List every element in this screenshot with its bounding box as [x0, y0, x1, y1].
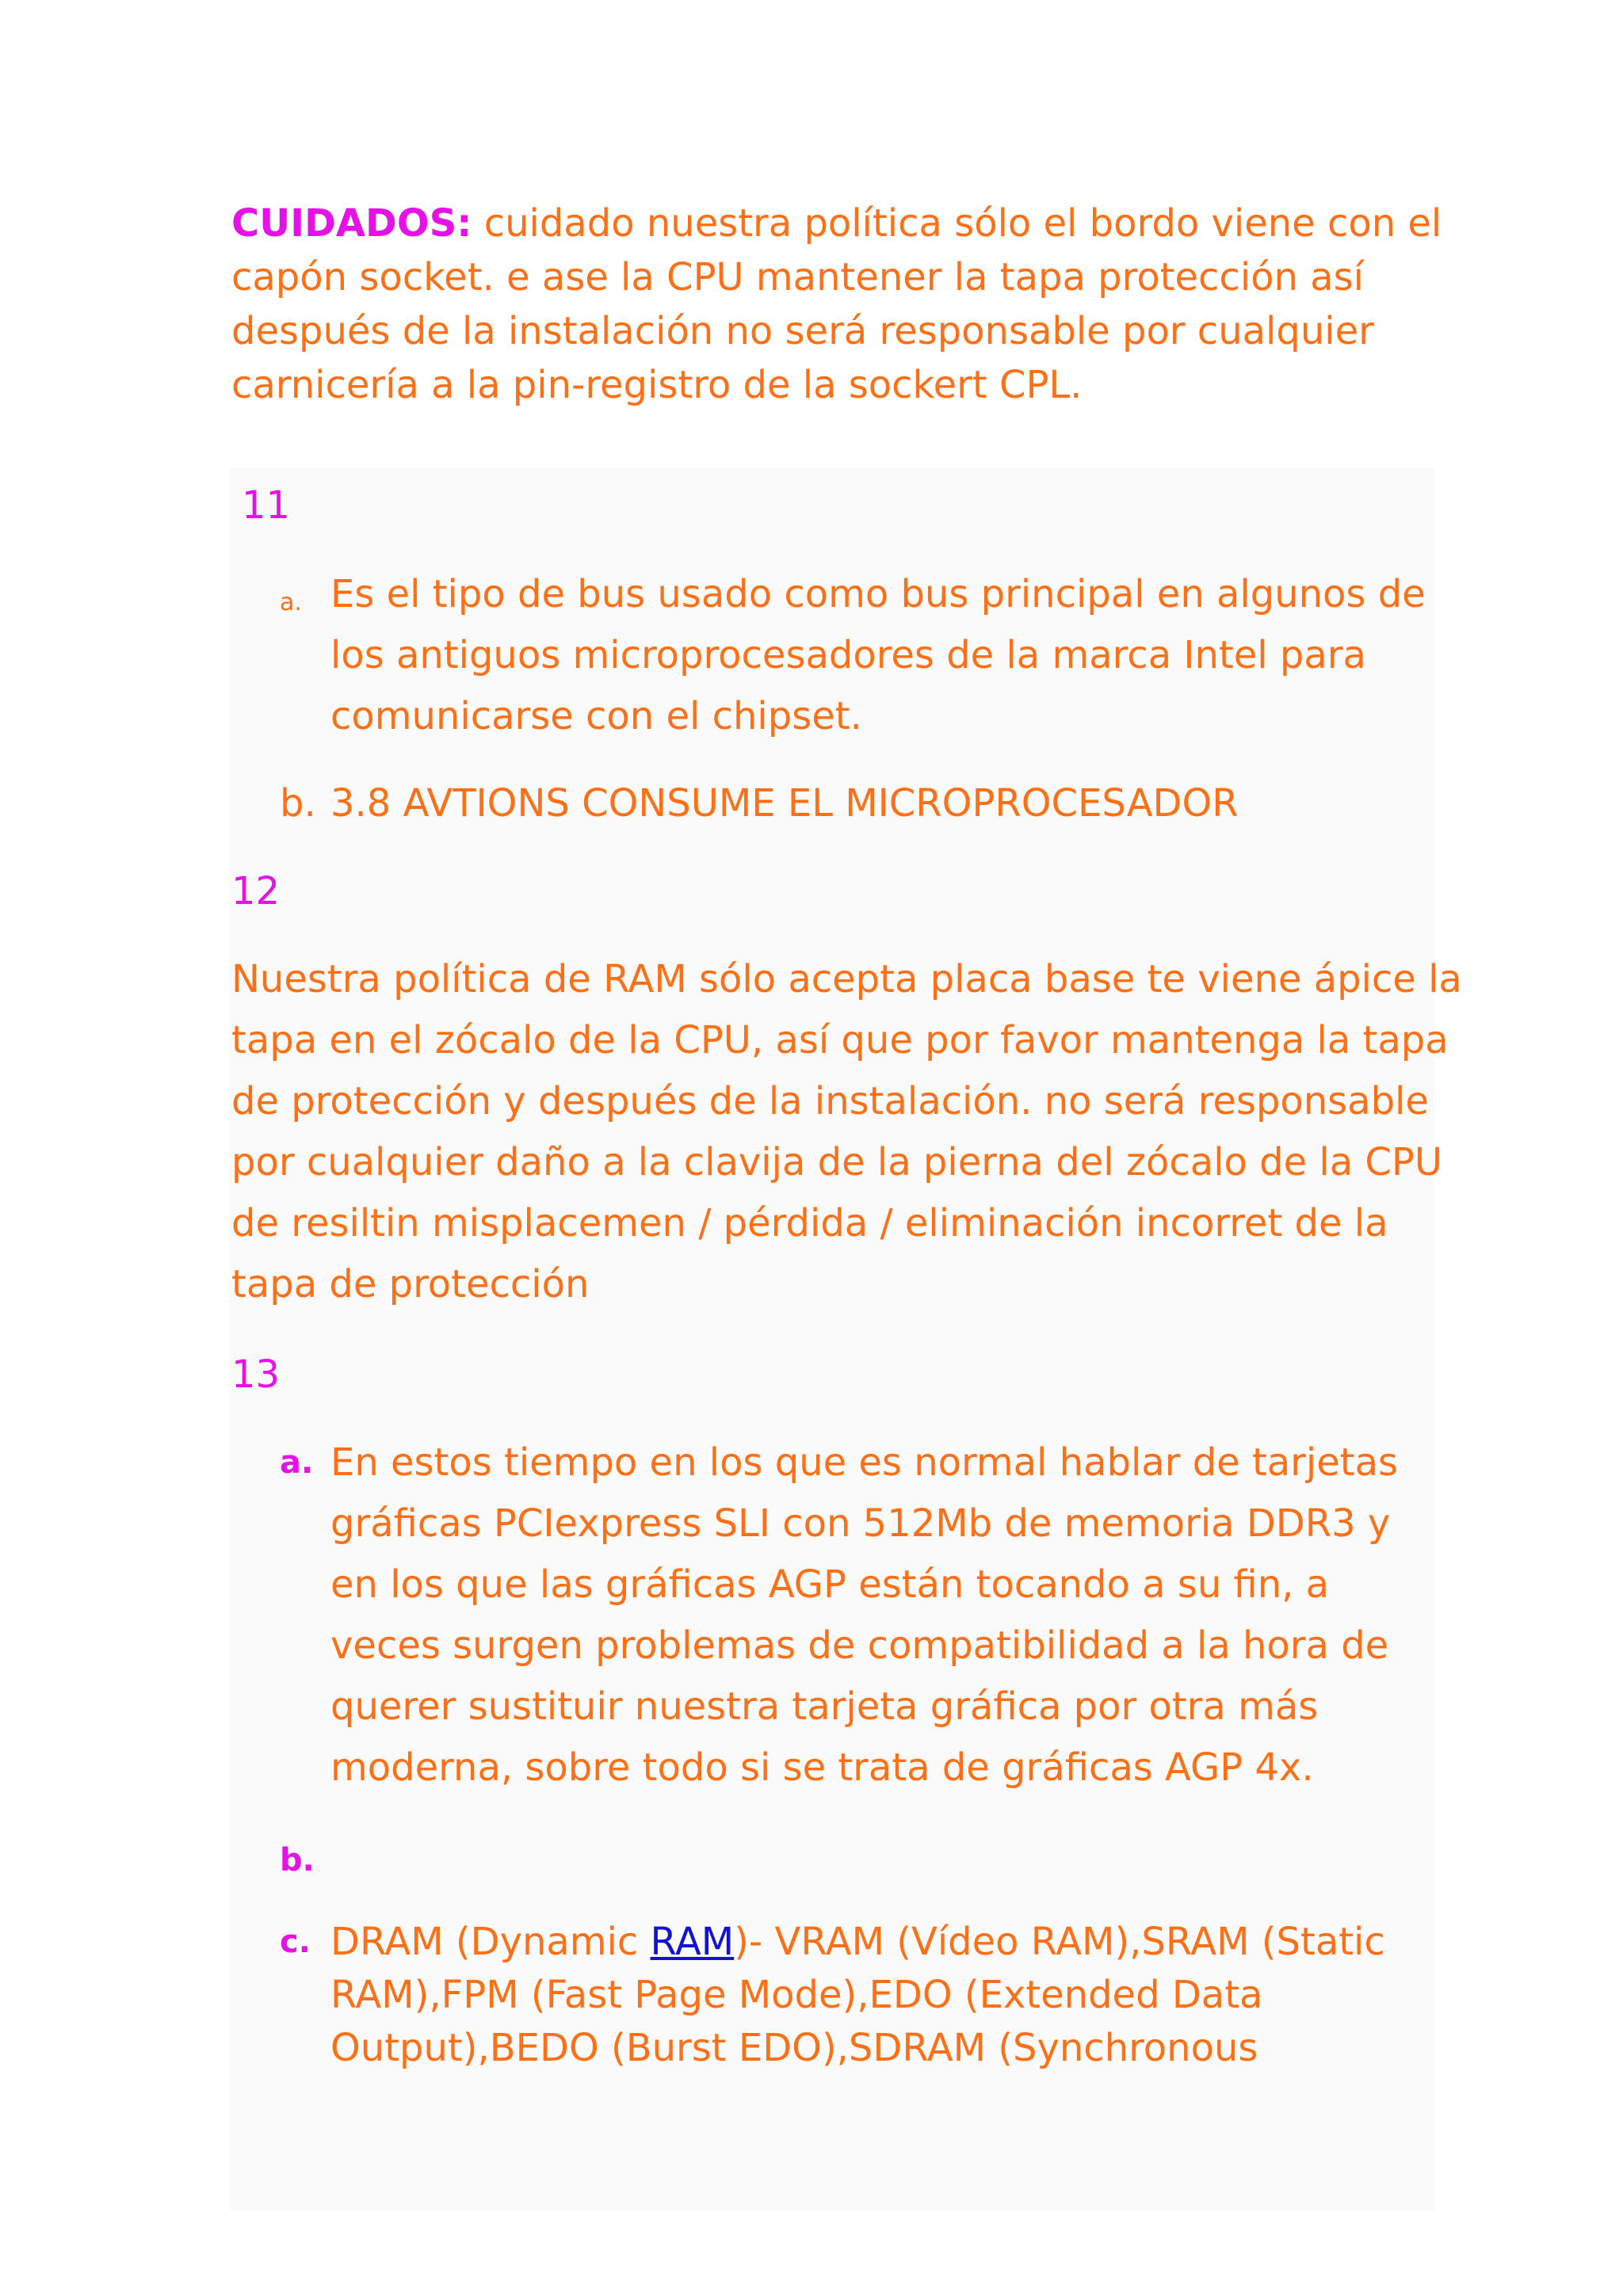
cuidados-label: CUIDADOS: [231, 201, 472, 246]
list-item-13b [280, 1830, 1445, 1891]
cuidados-text: cuidado nuestra política sólo el bordo viene con el capón socket. e ase la CPU mantener la tapa protección así después de la instalación no será responsable por cualquier carnicería a la pin-registro de la sockert CPL. [231, 201, 1442, 407]
list-item-text: 3.8 AVTIONS CONSUME EL MICROPROCESADOR [330, 781, 1239, 826]
text-after-link: )- VRAM (Vídeo RAM),SRAM (Static RAM),FPM (Fast Page Mode),EDO (Extended Data Output),BEDO (Burst EDO),SDRAM (Synchronous [330, 1920, 1385, 2070]
list-item-11a [280, 564, 1445, 747]
ram-link[interactable]: RAM [650, 1920, 735, 1964]
list-item-11b [280, 773, 1445, 834]
list-item-text [330, 1916, 1445, 2075]
section-12-paragraph: Nuestra política de RAM sólo acepta placa base te viene ápice la tapa en el zócalo de la CPU, así que por favor mantenga la tapa de protección y después de la instalación. no será responsable por cualquier daño a la clavija de la pierna del zócalo de la CPU de resiltin misplacemen / pérdida / eliminación incorret de la tapa de protección [231, 957, 1462, 1306]
list-item-13c [280, 1916, 1445, 2075]
list-item-text [330, 1830, 1445, 1891]
list-item-text: Es el tipo de bus usado como bus principal en algunos de los antiguos microprocesadores de la marca Intel para comunicarse con el chipset. [330, 572, 1426, 738]
list-marker: a. [280, 589, 302, 616]
text-before-link: DRAM (Dynamic [330, 1920, 651, 1964]
list-marker: c. [280, 1924, 311, 1960]
list-item-text: En estos tiempo en los que es normal hablar de tarjetas gráficas PCIexpress SLI con 512Mb de memoria DDR3 y en los que las gráficas AGP están tocando a su fin, a veces surgen problemas de compatibilidad a la hora de querer sustituir nuestra tarjeta gráfica por otra más moderna, sobre todo si se trata de gráficas AGP 4x. [330, 1440, 1399, 1790]
list-marker: b. [280, 1842, 315, 1878]
section-number-11: 11 [242, 483, 291, 528]
section-number-12: 12 [231, 869, 281, 913]
cuidados-paragraph [231, 196, 1484, 412]
list-item-13a [280, 1432, 1445, 1798]
list-marker: a. [280, 1444, 314, 1481]
section-number-13: 13 [231, 1352, 281, 1397]
list-marker: b. [280, 781, 316, 826]
